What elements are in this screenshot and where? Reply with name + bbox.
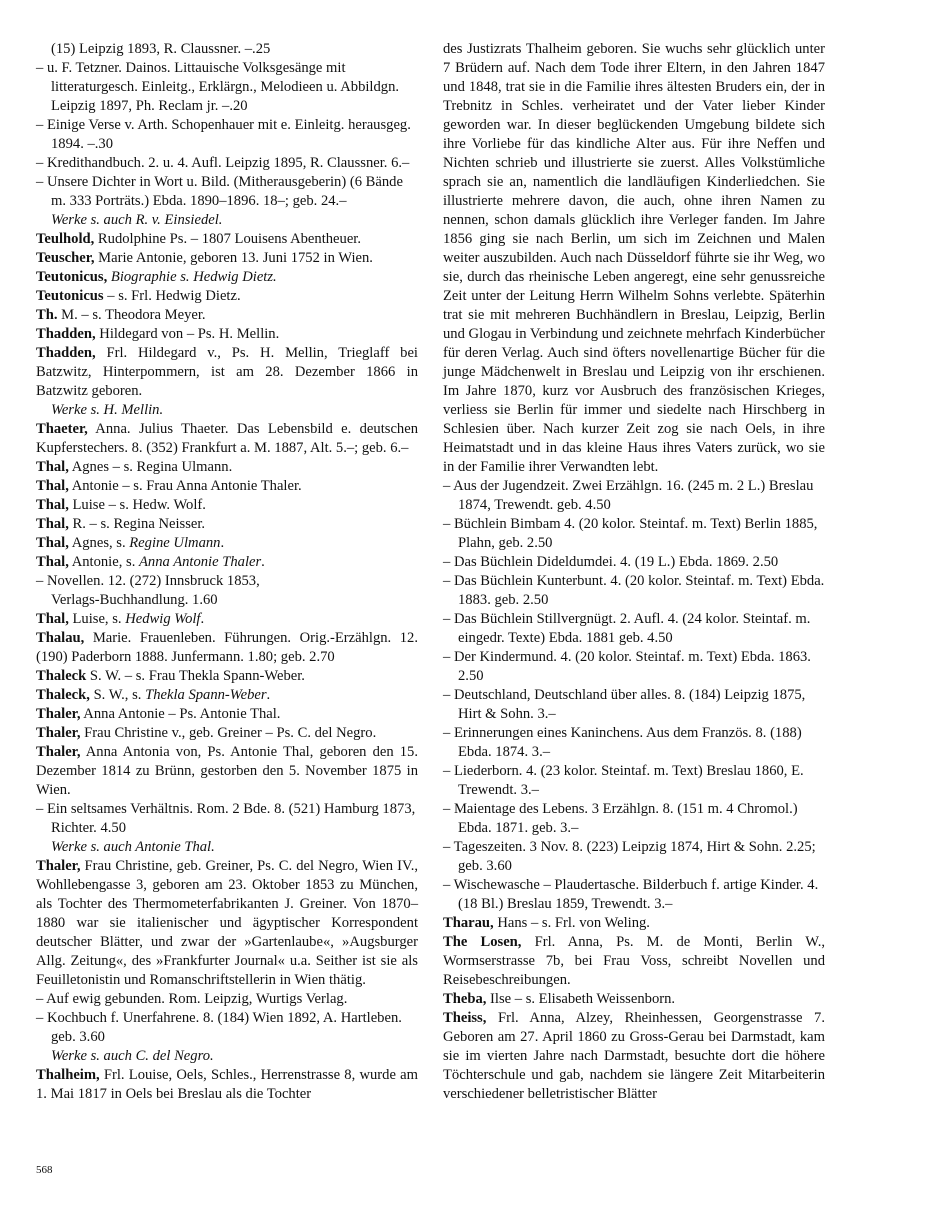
entry-teutonicus: Teutonicus, Biographie s. Hedwig Dietz.	[36, 269, 277, 285]
work-entry: – u. F. Tetzner. Dainos. Littauische Volksgesänge mit litteraturgesch. Einleitg., Erklärgn., Melodieen u. Abbildgn. Leipzig 1897, Ph. Reclam jr. –.20	[36, 60, 400, 114]
see-also-note: Werke s. auch C. del Negro.	[51, 1048, 214, 1064]
work-entry: – Unsere Dichter in Wort u. Bild. (Mitherausgeberin) (6 Bände m. 333 Porträts.) Ebda. 1890–1896. 18–; geb. 24.–	[36, 174, 403, 209]
see-also-note: Werke s. H. Mellin.	[51, 402, 164, 418]
entry-tharau: Tharau, Hans – s. Frl. von Weling.	[443, 915, 650, 931]
entry-thal-antonie-2: Thal, Antonie, s. Anna Antonie Thaler.	[36, 554, 265, 570]
left-column	[36, 40, 418, 1104]
entry-thaleck-2: Thaleck, S. W., s. Thekla Spann-Weber.	[36, 687, 271, 703]
entry-headword: Tharau,	[443, 915, 494, 931]
entry-thaler-christine-2: Thaler, Frau Christine, geb. Greiner, Ps. C. del Negro, Wien IV., Wohllebengasse 3, geboren am 23. Oktober 1853 zu München, als Tochter des Thermometerfabrikanten J. Greiner. Von 1870–1880 war sie italienischer und ägyptischer Korrespondent deutscher Blätter, und zwar der »Gartenlaube«, »Augsburger Allg. Zeitung«, des »Frankfurter Journal« u.a. Seither ist sie als Feuilletonistin und Romanschriftstellerin in Wien thätig.	[36, 858, 418, 988]
work-entry: – Aus der Jugendzeit. Zwei Erzählgn. 16. (245 m. 2 L.) Breslau 1874, Trewendt. geb. 4.50	[443, 478, 814, 513]
work-entry: – Maientage des Lebens. 3 Erzählgn. 8. (151 m. 4 Chromol.) Ebda. 1871. geb. 3.–	[443, 801, 798, 836]
entry-headword: Theba,	[443, 991, 487, 1007]
entry-thal-agnes: Thal, Agnes – s. Regina Ulmann.	[36, 459, 233, 475]
entry-thal-r: Thal, R. – s. Regina Neisser.	[36, 516, 206, 532]
right-column	[443, 40, 825, 1104]
see-also-note: Werke s. auch R. v. Einsiedel.	[51, 212, 223, 228]
page-number: 568	[36, 1164, 53, 1176]
work-entry: – Das Büchlein Stillvergnügt. 2. Aufl. 4. (24 kolor. Steintaf. m. eingedr. Texte) Ebda. 1881 geb. 4.50	[443, 611, 811, 646]
entry-headword: Thaler,	[36, 706, 81, 722]
entry-thaleck: Thaleck S. W. – s. Frau Thekla Spann-Weber.	[36, 668, 305, 684]
entry-headword: Thal,	[36, 497, 69, 513]
work-entry: – Das Büchlein Dideldumdei. 4. (19 L.) Ebda. 1869. 2.50	[443, 554, 779, 570]
work-entry: – Wischewasche – Plaudertasche. Bilderbuch f. artige Kinder. 4. (18 Bl.) Breslau 1859, Trewendt. 3.–	[443, 877, 819, 912]
entry-headword: Thal,	[36, 516, 69, 532]
entry-headword: Teulhold,	[36, 231, 95, 247]
entry-thaler-anna: Thaler, Anna Antonie – Ps. Antonie Thal.	[36, 706, 281, 722]
entry-teuscher: Teuscher, Marie Antonie, geboren 13. Juni 1752 in Wien.	[36, 250, 373, 266]
entry-headword: Theiss,	[443, 1010, 487, 1026]
entry-headword: Thaler,	[36, 858, 81, 874]
work-entry: – Einige Verse v. Arth. Schopenhauer mit e. Einleitg. herausgeg. 1894. –.30	[36, 117, 411, 152]
entry-theiss: Theiss, Frl. Anna, Alzey, Rheinhessen, Georgenstrasse 7. Geboren am 27. April 1860 zu Gross-Gerau bei Darmstadt, kam sie im vierten Jahre nach Darmstadt, besuchte dort die höhere Töchterschule und gab, nachdem sie längere Zeit Mitarbeiterin verschiedener belletristischer Blätter	[443, 1010, 825, 1102]
work-entry: – Novellen. 12. (272) Innsbruck 1853,	[36, 573, 260, 589]
entry-thaeter: Thaeter, Anna. Julius Thaeter. Das Lebensbild e. deutschen Kupferstechers. 8. (352) Frankfurt a. M. 1887, Alt. 5.–; geb. 6.–	[36, 421, 418, 456]
entry-headword: Teutonicus,	[36, 269, 108, 285]
work-entry: – Tageszeiten. 3 Nov. 8. (223) Leipzig 1874, Hirt & Sohn. 2.25; geb. 3.60	[443, 839, 816, 874]
work-entry-cont: Verlags-Buchhandlung. 1.60	[51, 592, 218, 608]
entry-headword: Thal,	[36, 611, 69, 627]
work-entry: – Auf ewig gebunden. Rom. Leipzig, Wurtigs Verlag.	[36, 991, 348, 1007]
work-entry: – Das Büchlein Kunterbunt. 4. (20 kolor. Steintaf. m. Text) Ebda. 1883. geb. 2.50	[443, 573, 825, 608]
entry-headword: Teutonicus	[36, 288, 104, 304]
work-entry: – Erinnerungen eines Kaninchens. Aus dem Französ. 8. (188) Ebda. 1874. 3.–	[443, 725, 802, 760]
entry-theba: Theba, Ilse – s. Elisabeth Weissenborn.	[443, 991, 676, 1007]
entry-thal-agnes-2: Thal, Agnes, s. Regine Ulmann.	[36, 535, 225, 551]
entry-thaler-anna-2: Thaler, Anna Antonia von, Ps. Antonie Thal, geboren den 15. Dezember 1814 zu Brünn, gestorben den 5. November 1875 in Wien.	[36, 744, 418, 798]
entry-headword: Thal,	[36, 535, 69, 551]
entry-headword: Thal,	[36, 554, 69, 570]
work-entry: – Büchlein Bimbam 4. (20 kolor. Steintaf. m. Text) Berlin 1885, Plahn, geb. 2.50	[443, 516, 818, 551]
entry-headword: Thaleck,	[36, 687, 90, 703]
entry-thalheim: Thalheim, Frl. Louise, Oels, Schles., Herrenstrasse 8, wurde am 1. Mai 1817 in Oels bei Breslau als die Tochter	[36, 1067, 418, 1102]
entry-headword: Thadden,	[36, 326, 96, 342]
entry-headword: Thaleck	[36, 668, 87, 684]
entry-headword: Thal,	[36, 478, 69, 494]
entry-thaler-christine: Thaler, Frau Christine v., geb. Greiner – Ps. C. del Negro.	[36, 725, 377, 741]
work-entry: – Deutschland, Deutschland über alles. 8. (184) Leipzig 1875, Hirt & Sohn. 3.–	[443, 687, 806, 722]
entry-th: Th. M. – s. Theodora Meyer.	[36, 307, 206, 323]
work-entry: – Ein seltsames Verhältnis. Rom. 2 Bde. 8. (521) Hamburg 1873, Richter. 4.50	[36, 801, 416, 836]
work-entry: – Der Kindermund. 4. (20 kolor. Steintaf. m. Text) Ebda. 1863. 2.50	[443, 649, 811, 684]
continuation-line: (15) Leipzig 1893, R. Claussner. –.25	[51, 41, 271, 57]
entry-headword: The Losen,	[443, 934, 522, 950]
entry-headword: Thaler,	[36, 744, 81, 760]
entry-headword: Thalau,	[36, 630, 85, 646]
entry-headword: Thadden,	[36, 345, 96, 361]
work-entry: – Kochbuch f. Unerfahrene. 8. (184) Wien 1892, A. Hartleben. geb. 3.60	[36, 1010, 402, 1045]
entry-thalau: Thalau, Marie. Frauenleben. Führungen. Orig.-Erzählgn. 12. (190) Paderborn 1888. Junfermann. 1.80; geb. 2.70	[36, 630, 418, 665]
entry-thal-luise-2: Thal, Luise, s. Hedwig Wolf.	[36, 611, 205, 627]
entry-headword: Thaler,	[36, 725, 81, 741]
work-entry: – Kredithandbuch. 2. u. 4. Aufl. Leipzig 1895, R. Claussner. 6.–	[36, 155, 410, 171]
entry-thal-antonie: Thal, Antonie – s. Frau Anna Antonie Thaler.	[36, 478, 302, 494]
work-entry: – Liederborn. 4. (23 kolor. Steintaf. m. Text) Breslau 1860, E. Trewendt. 3.–	[443, 763, 804, 798]
entry-thalheim-continued: des Justizrats Thalheim geboren. Sie wuchs sehr glücklich unter 7 Brüdern auf. Nach dem Tode ihrer Eltern, in den Jahren 1847 und 1848, trat sie in die Familie ihres ältesten Bruders ein, der in Trebnitz in Schles. verheiratet und der Vater lieber Kinder geworden war. In dieser beglückenden Umgebung bildete sich ihre Vorliebe für das kindliche Alter aus. Für ihre Neffen und Nichten schrieb und illustrierte sie zuerst. Alles Volkstümliche sprach sie an, namentlich die landläufigen Kinderliedchen. Sie illustrierte mehrere davon, die auch, ohne ihren Namen zu nennen, schon damals glücklich ihre Verleger fanden. Im Jahre 1856 ging sie nach Berlin, um sich im Zeichnen und Malen weiter auszubilden. Auch nach Düsseldorf führte sie ihr Weg, wo sie, durch das rheinische Leben angeregt, eine sehr genussreiche Zeit unter der Leitung Herrn Wilhelm Sohns verlebte. Späterhin trat sie mit mehreren Buchhändlern in Breslau, Leipzig, Berlin und Glogau in Verbindung und zeichnete mehrfach Kinderbücher für deren Verlag. Auch sind öfters novellenartige Bücher für die junge Mädchenwelt in Breslau und Leipzig von ihr erschienen. Im Jahre 1870, kurz vor Ausbruch des französischen Krieges, verliess sie Berlin für immer und siedelte nach Hirschberg in Schlesien über. Nach kurzer Zeit zog sie nach Oels, in ihre Heimatstadt und in das kleine Haus ihres Vaters zurück, wo sie in der Familie ihrer Verwandten lebt.	[443, 41, 825, 475]
entry-thal-luise: Thal, Luise – s. Hedw. Wolf.	[36, 497, 206, 513]
entry-headword: Teuscher,	[36, 250, 95, 266]
entry-teulhold: Teulhold, Rudolphine Ps. – 1807 Louisens Abentheuer.	[36, 231, 362, 247]
entry-headword: Th.	[36, 307, 58, 323]
entry-headword: Thaeter,	[36, 421, 88, 437]
entry-thadden: Thadden, Hildegard von – Ps. H. Mellin.	[36, 326, 280, 342]
entry-teutonicus-2: Teutonicus – s. Frl. Hedwig Dietz.	[36, 288, 241, 304]
entry-the-losen: The Losen, Frl. Anna, Ps. M. de Monti, Berlin W., Wormserstrasse 7b, bei Frau Voss, schreibt Novellen und Reisebeschreibungen.	[443, 934, 825, 988]
see-also-note: Werke s. auch Antonie Thal.	[51, 839, 215, 855]
entry-headword: Thalheim,	[36, 1067, 100, 1083]
entry-thadden-2: Thadden, Frl. Hildegard v., Ps. H. Mellin, Trieglaff bei Batzwitz, Hinterpommern, ist am 28. Dezember 1866 in Batzwitz geboren.	[36, 345, 418, 399]
entry-headword: Thal,	[36, 459, 69, 475]
